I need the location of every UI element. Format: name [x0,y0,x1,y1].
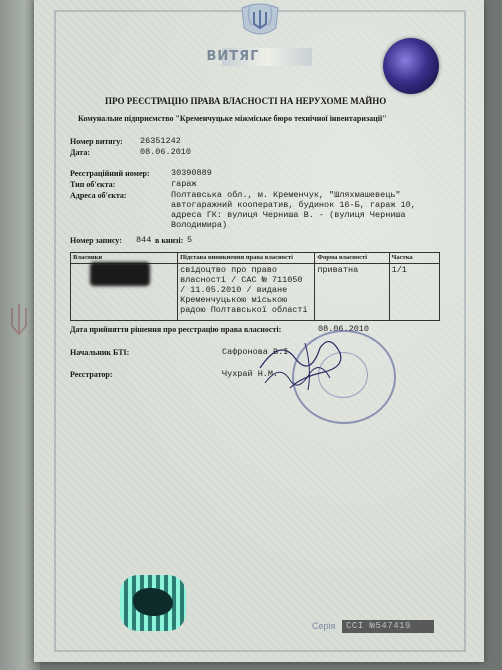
date-label: Дата: [70,148,90,157]
decision-date-value: 08.06.2010 [318,324,370,334]
basis-line: / 11.05.2010 / видане [180,285,288,295]
table-header-cell: Форма власності [315,253,389,264]
coat-of-arms-icon [238,2,282,38]
document-title: ВИТЯГ [206,49,260,64]
map-of-ukraine-icon [133,588,173,616]
extract-number-label: Номер витягу: [70,137,123,146]
hologram-sticker [383,38,439,94]
registrar-label: Реєстратор: [70,370,113,379]
object-type-value: гараж [171,179,197,189]
address-line: автогаражний кооператив, будинок 16-Б, гараж 10, [171,200,416,210]
redacted-owner-name [90,262,150,286]
document-subtitle: ПРО РЕЄСТРАЦІЮ ПРАВА ВЛАСНОСТІ НА НЕРУХОМЕ МАЙНО [105,96,387,106]
share-cell: 1/1 [389,264,439,321]
decision-date-label: Дата прийняття рішення про реєстрацію права власності: [70,325,282,334]
date-value: 08.06.2010 [140,147,192,157]
head-name: Сафронова В.І. [222,347,294,357]
issuer-line: Комунальне підприємство "Кременчуцьке міжміське бюро технічної інвентаризації" [78,114,387,123]
address-line: адреса ГК: вулиця Черниша В. - (вулиця Черниша [171,210,406,220]
basis-line: Кременчуцькою міською [180,295,288,305]
basis-line: радою Полтавської області [180,305,308,315]
watermark-trident-icon [4,300,34,340]
book-label: в книзі: [155,236,184,245]
registrar-name: Чухрай Н.М. [222,369,279,379]
basis-line: власності / САС № 711050 [180,275,303,285]
address-label: Адреса об'єкта: [70,191,127,200]
signature-registrar [260,358,340,398]
address-line: Володимира) [171,220,228,230]
basis-cell [178,264,315,321]
object-type-label: Тип об'єкта: [70,180,116,189]
table-header-cell: Частка [389,253,439,264]
address-line: Полтавська обл., м. Кременчук, "Шляхмашевець" [171,190,401,200]
serial-label: Серія [312,621,336,631]
record-number-value: 844 [136,235,152,245]
table-header-cell: Власники [71,253,178,264]
table-header-cell: Підстава виникнення права власності [178,253,315,264]
registry-number-label: Реєстраційний номер: [70,169,150,178]
serial-number: ССІ №547419 [346,621,411,631]
registry-number-value: 30390889 [171,168,212,178]
basis-line: свідоцтво про право [180,265,278,275]
ownership-form-cell: приватна [315,264,389,321]
record-number-label: Номер запису: [70,236,122,245]
book-number-value: 5 [187,235,193,245]
head-label: Начальник БТІ: [70,348,130,357]
extract-number-value: 26351242 [140,136,181,146]
